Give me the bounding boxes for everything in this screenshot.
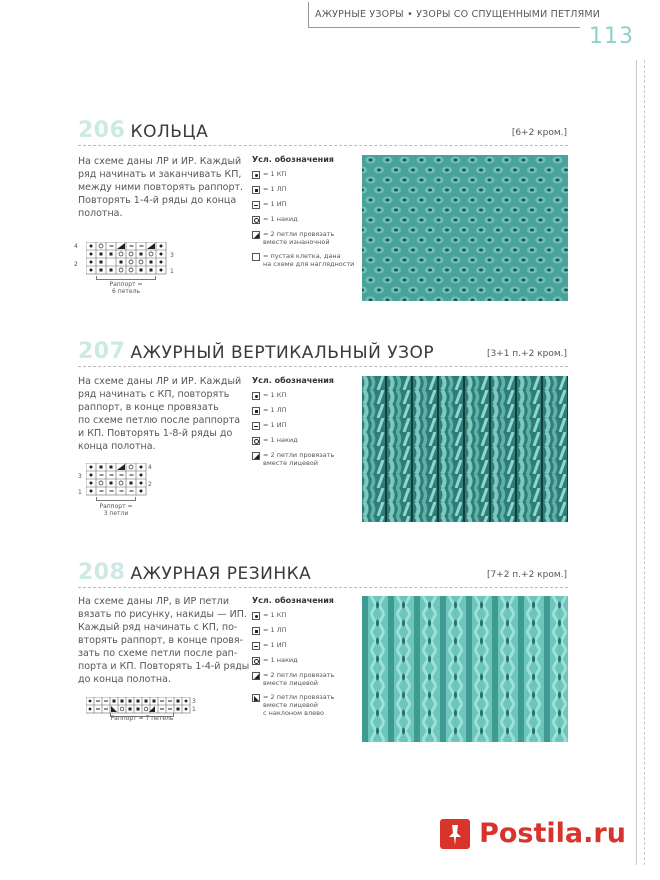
decrease-right-icon [252,452,260,460]
square-icon [252,407,260,415]
legend-item: = 1 ЛП [252,185,362,194]
legend-item: = 1 накид [252,436,362,445]
legend-item: = 1 КП [252,170,362,179]
legend-item: = 1 КП [252,391,362,400]
pattern-description: На схеме даны ЛР, в ИР петли вязать по рисунку, накиды — ИП. Каждый ряд начинать с КП, по- вторять раппорт, в конце провя- зать по схеме петли после рап- порта и КП. Повторять 1-4-й ряды до конца полотна. [78,596,250,685]
legend-item: = 1 накид [252,656,362,665]
square-icon [252,186,260,194]
legend [252,155,362,274]
decrease-left-icon [252,694,260,702]
swatch-photo [362,596,568,742]
legend-item: = 2 петли провязать вместе лицевой с наклоном влево [252,693,362,717]
margin-dashed-rule [644,60,645,865]
postila-logo[interactable] [440,818,626,849]
row-number: 1 [78,489,82,496]
square-icon [252,627,260,635]
legend-item: = 1 ЛП [252,626,362,635]
legend-item: = 1 ИП [252,200,362,209]
empty-cell-icon [252,253,260,261]
legend-title: Усл. обозначения [252,376,334,385]
legend [252,376,362,473]
dash-icon [252,642,260,650]
pattern-title: АЖУРНАЯ РЕЗИНКА [130,564,312,584]
legend-title: Усл. обозначения [252,155,334,164]
pattern-description: На схеме даны ЛР и ИР. Каждый ряд начинать с КП, повторять раппорт, в конце провязать по схеме петлю после раппорта и КП. Повторять 1-8-й ряды до конца полотна. [78,376,242,452]
margin-rule [636,60,637,865]
dash-icon [252,201,260,209]
section-divider [78,145,568,146]
pattern-chart [86,463,156,499]
stitch-multiple: [3+1 п.+2 кром.] [486,349,567,359]
legend-item: = 2 петли провязать вместе лицевой [252,671,362,687]
pattern-number: 208 [78,560,126,585]
page-number: 113 [589,24,634,49]
circle-icon [252,216,260,224]
row-number: 2 [148,481,152,488]
swatch-photo [362,155,568,301]
legend-item: = 1 ИП [252,421,362,430]
dot-icon [252,171,260,179]
row-number: 3 [192,698,196,705]
section-divider [78,587,568,588]
row-number: 3 [78,473,82,480]
legend [252,596,362,723]
row-number: 4 [148,464,152,471]
pattern-heading [78,339,434,369]
legend-item: = 1 ИП [252,641,362,650]
dot-icon [252,392,260,400]
legend-item: = 2 петли провязать вместе лицевой [252,451,362,467]
legend-item: = 1 ЛП [252,406,362,415]
row-number: 1 [170,268,174,275]
circle-icon [252,437,260,445]
dot-icon [252,612,260,620]
row-number: 4 [74,243,78,250]
repeat-caption: Раппорт = 7 петель [110,715,174,722]
repeat-bracket [96,497,136,501]
repeat-bracket [96,276,156,280]
pin-icon [440,819,470,849]
logo-text: Postila.ru [479,818,626,849]
legend-item: = 1 КП [252,611,362,620]
pattern-title: АЖУРНЫЙ ВЕРТИКАЛЬНЫЙ УЗОР [130,343,435,363]
pattern-number: 206 [78,118,126,143]
row-number: 3 [170,252,174,259]
legend-item: = 2 петли провязать вместе изнаночной [252,230,362,246]
running-header: АЖУРНЫЕ УЗОРЫ • УЗОРЫ СО СПУЩЕННЫМИ ПЕТЛЯМИ [315,9,601,20]
legend-title: Усл. обозначения [252,596,334,605]
pattern-description: На схеме даны ЛР и ИР. Каждый ряд начинать и заканчивать КП, между ними повторять раппорт. Повторять 1-4-й ряды до конца полотна. [78,156,244,219]
row-number: 1 [192,706,196,713]
decrease-right-icon [252,231,260,239]
legend-item: = 1 накид [252,215,362,224]
stitch-multiple: [6+2 кром.] [511,128,567,138]
repeat-caption: Раппорт = 3 петли [99,503,133,517]
section-divider [78,366,568,367]
swatch-photo [362,376,568,522]
pattern-chart [86,242,176,278]
circle-icon [252,657,260,665]
dash-icon [252,422,260,430]
stitch-multiple: [7+2 п.+2 кром.] [486,570,567,580]
pattern-number: 207 [78,339,126,364]
legend-item: = пустая клетка, дана на схеме для наглядности [252,252,362,268]
row-number: 2 [74,261,78,268]
pattern-title: КОЛЬЦА [130,122,209,142]
pattern-heading [78,560,311,590]
repeat-caption: Раппорт = 6 петель [109,281,143,295]
pattern-heading [78,118,208,148]
decrease-right-icon [252,672,260,680]
